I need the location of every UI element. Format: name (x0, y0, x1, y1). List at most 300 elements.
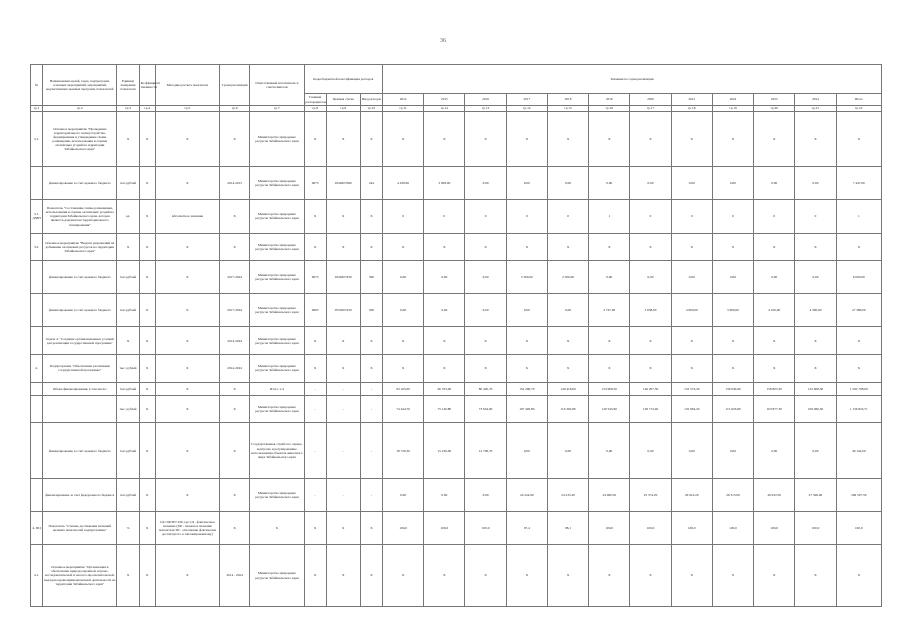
column-number: гр.18 (671, 106, 712, 112)
cell-year-value: Х (795, 355, 836, 383)
cell-no (31, 261, 43, 294)
cell-method: Х (155, 545, 219, 607)
cell-year-value: 0,00 (754, 167, 795, 200)
cell-year-value: Х (795, 112, 836, 167)
cell-no: 3.2. (31, 233, 43, 261)
cell-year-value: 3 658,00 (630, 294, 671, 327)
table-row (31, 327, 882, 355)
column-number: гр.4 (139, 106, 155, 112)
cell-csr: 0550207450 (326, 294, 360, 327)
cell-unit: тыс.рублей (117, 478, 139, 511)
cell-year-value: 100,0 (465, 511, 506, 544)
cell-year-value: 116 302,80 (547, 395, 588, 423)
table-row (31, 261, 882, 294)
cell-exec: Министерство природных ресурсов Забайкальского края (250, 233, 304, 261)
cell-grbs: - (304, 478, 326, 511)
column-number: гр.3 (117, 106, 139, 112)
header-year: 2018 (547, 94, 588, 106)
cell-grbs: Х (304, 200, 326, 233)
cell-method: Х (155, 261, 219, 294)
cell-year-value: 5 300,00 (506, 261, 547, 294)
cell-method: Х (155, 112, 219, 167)
cell-term: Х (220, 200, 250, 233)
cell-year-value: 73 654,00 (465, 395, 506, 423)
cell-name: Задача 4. "Создание организационных условий для реализации государственной программы" (43, 327, 117, 355)
cell-year-value: Х (671, 355, 712, 383)
column-number: гр.8 (304, 106, 326, 112)
cell-year-value: 100,0 (795, 511, 836, 544)
cell-year-value: Х (630, 112, 671, 167)
cell-year-value: 4 300,00 (795, 294, 836, 327)
column-number: гр.21 (795, 106, 836, 112)
cell-csr: Х (326, 327, 360, 355)
cell-year-value: 132 608,50 (795, 382, 836, 395)
cell-exec: Х (250, 511, 304, 544)
cell-year-value: 0,00 (506, 423, 547, 478)
cell-year-value: Х (712, 545, 753, 607)
cell-year-value: 18 720,30 (383, 423, 424, 478)
cell-vr: Х (360, 545, 382, 607)
column-number: гр.7 (250, 106, 304, 112)
cell-year-value: 100,0 (630, 511, 671, 544)
cell-total: 100,0 (836, 511, 881, 544)
cell-year-value: 4 438,00 (383, 167, 424, 200)
cell-term: 2014-2015 (220, 167, 250, 200)
cell-year-value: Х (712, 355, 753, 383)
table-row (31, 200, 882, 233)
cell-no: 3.1. ДЗ8Н (31, 200, 43, 233)
cell-coef: Х (139, 233, 155, 261)
cell-year-value: Х (754, 233, 795, 261)
cell-name: Показатель "Составление схемы размещения, использования и охраны охотничьих угодий на территории Забайкальского края, которая является документом территориального планирования" (43, 200, 117, 233)
cell-total: 6 000,00 (836, 261, 881, 294)
cell-year-value: 0,00 (795, 167, 836, 200)
cell-exec: Министерство природных ресурсов Забайкальского края (250, 112, 304, 167)
cell-year-value: 0 (630, 200, 671, 233)
cell-year-value: Х (506, 233, 547, 261)
cell-year-value: Х (465, 545, 506, 607)
header-name: Наименование целей, задач, подпрограмм, основных мероприятий, мероприятий, ведомственных целевых программ, показателей (43, 65, 117, 106)
cell-year-value: Х (383, 327, 424, 355)
cell-year-value: 3 600,00 (712, 294, 753, 327)
header-csr: Целевая статья (326, 94, 360, 106)
cell-year-value: 129 545,90 (589, 395, 630, 423)
cell-no (31, 478, 43, 511)
cell-year-value: Х (547, 112, 588, 167)
cell-year-value: 100,0 (589, 511, 630, 544)
cell-name: финансирование за счет краевого бюджета (43, 261, 117, 294)
cell-year-value: 152 290,70 (506, 382, 547, 395)
cell-year-value: Х (547, 327, 588, 355)
cell-method: Х (155, 294, 219, 327)
cell-csr: - (326, 395, 360, 423)
cell-csr: Х (326, 112, 360, 167)
cell-year-value: 100,0 (754, 511, 795, 544)
cell-no (31, 423, 43, 478)
cell-year-value: Х (506, 355, 547, 383)
cell-total: 1 592 798,00 (836, 382, 881, 395)
cell-term: Х (220, 233, 250, 261)
column-number: гр.13 (465, 106, 506, 112)
cell-year-value: 24 235,20 (547, 478, 588, 511)
cell-vr: - (360, 478, 382, 511)
cell-total: Х (836, 355, 881, 383)
cell-year-value: 107 495,80 (506, 395, 547, 423)
header-grbs: Главный распорядитель (305, 95, 327, 104)
cell-year-value: 0,00 (465, 478, 506, 511)
cell-total: Х (836, 112, 881, 167)
cell-year-value: 0,00 (589, 261, 630, 294)
cell-term: 2014-2024 (220, 327, 250, 355)
cell-year-value: 25 574,20 (630, 478, 671, 511)
cell-coef: Х (139, 200, 155, 233)
cell-year-value: 0 (424, 200, 465, 233)
header-executor: Ответственный исполнитель и соисполнители (250, 65, 304, 106)
cell-term: Х (220, 382, 250, 395)
cell-no: 4.1. (31, 545, 43, 607)
header-values-by-year: Значения по годам реализации (383, 65, 882, 94)
cell-grbs: 0675 (304, 167, 326, 200)
cell-year-value: 0,00 (547, 167, 588, 200)
cell-year-value: Х (383, 355, 424, 383)
cell-year-value: 15 230,00 (424, 423, 465, 478)
cell-unit: тыс. рублей (117, 395, 139, 423)
cell-year-value: 0,00 (795, 261, 836, 294)
cell-term: Х (220, 112, 250, 167)
cell-year-value: 128 713,40 (630, 395, 671, 423)
cell-year-value: Х (424, 233, 465, 261)
header-vr: Вид расходов (360, 94, 382, 106)
cell-vr: - (360, 423, 382, 478)
cell-year-value: Х (383, 112, 424, 167)
cell-csr: 0540207060 (326, 167, 360, 200)
cell-vr: - (360, 395, 382, 423)
cell-coef: Х (139, 395, 155, 423)
cell-year-value: 0,00 (671, 423, 712, 478)
cell-year-value: 0,00 (671, 167, 712, 200)
cell-year-value: 0,00 (712, 423, 753, 478)
cell-year-value: Х (712, 112, 753, 167)
cell-year-value: 0,00 (795, 423, 836, 478)
cell-grbs: Х (304, 545, 326, 607)
cell-year-value: Х (754, 545, 795, 607)
cell-no (31, 327, 43, 355)
cell-method: Х (155, 478, 219, 511)
column-number: гр.12 (424, 106, 465, 112)
cell-coef: Х (139, 167, 155, 200)
cell-year-value: 0 (547, 200, 588, 233)
table-row (31, 355, 882, 383)
table-body (31, 112, 882, 607)
cell-vr: 300 (360, 261, 382, 294)
column-number: гр.9 (326, 106, 360, 112)
cell-year-value: 100,0 (671, 511, 712, 544)
cell-year-value: 90 335,00 (424, 382, 465, 395)
cell-year-value: 0 (671, 200, 712, 233)
cell-year-value: 75 140,80 (424, 395, 465, 423)
cell-year-value: Х (506, 545, 547, 607)
cell-method: Х (155, 233, 219, 261)
header-year: 2014 (383, 94, 424, 106)
header-year: 2019 (589, 94, 630, 106)
cell-name: финансирование за счет краевого бюджета (43, 167, 117, 200)
cell-exec: Министерство природных ресурсов Забайкальского края (250, 395, 304, 423)
header-year: 2015 (424, 94, 465, 106)
cell-vr: - (360, 382, 382, 395)
cell-name: финансирование за счет краевого бюджета (43, 294, 117, 327)
cell-coef: Х (139, 294, 155, 327)
cell-grbs: Х (304, 511, 326, 544)
cell-unit: тыс.рублей (117, 261, 139, 294)
cell-year-value: 0 (712, 200, 753, 233)
cell-year-value: 146 207,30 (630, 382, 671, 395)
cell-total: Х (836, 327, 881, 355)
cell-unit: тыс. рублей (117, 355, 139, 383)
cell-year-value: 0,00 (547, 294, 588, 327)
cell-csr: Х (326, 200, 360, 233)
cell-year-value: Х (712, 233, 753, 261)
cell-unit: тыс.рублей (117, 423, 139, 478)
header-year: 2024 (795, 94, 836, 106)
column-number: гр.17 (630, 106, 671, 112)
table-row (31, 112, 882, 167)
cell-no (31, 382, 43, 395)
table-row (31, 511, 882, 544)
column-number: гр.11 (383, 106, 424, 112)
cell-name: финансирование за счет краевого бюджета (43, 423, 117, 478)
cell-term: Х (220, 478, 250, 511)
cell-exec: Министерство природных ресурсов Забайкальского края (250, 355, 304, 383)
cell-year-value: 0 (506, 200, 547, 233)
cell-unit: тыс.рублей (117, 294, 139, 327)
cell-year-value: Х (630, 327, 671, 355)
cell-year-value: 152 574,30 (671, 382, 712, 395)
cell-year-value: Х (589, 233, 630, 261)
cell-year-value: Х (424, 545, 465, 607)
cell-exec: Государственная служба по охране, контролю и регулированию использования объектов животного мира Забайкальского края (250, 423, 304, 478)
cell-total: 206 507,59 (836, 478, 881, 511)
cell-method: Х (155, 327, 219, 355)
cell-exec: Министерство природных ресурсов Забайкальского края (250, 294, 304, 327)
cell-year-value: 24 224,90 (506, 478, 547, 511)
cell-year-value: Х (712, 327, 753, 355)
cell-exec: Министерство природных ресурсов Забайкальского края (250, 261, 304, 294)
cell-year-value: Х (547, 545, 588, 607)
cell-year-value: 0,00 (383, 261, 424, 294)
cell-vr: Х (360, 511, 382, 544)
cell-year-value: 0,00 (383, 294, 424, 327)
cell-year-value: 100,0 (712, 511, 753, 544)
cell-term: 2014-2024 (220, 355, 250, 383)
cell-grbs: - (304, 423, 326, 478)
cell-vr: Х (360, 200, 382, 233)
cell-year-value: Х (506, 327, 547, 355)
cell-coef: Х (139, 327, 155, 355)
cell-total: 46 144,00 (836, 423, 881, 478)
cell-year-value: Х (589, 327, 630, 355)
cell-year-value: 98,1 (547, 511, 588, 544)
header-year: 2023 (754, 94, 795, 106)
cell-unit: тыс.рублей (117, 167, 139, 200)
cell-exec: Министерство природных ресурсов Забайкальского края (250, 327, 304, 355)
cell-vr: 244 (360, 167, 382, 200)
cell-grbs: 0675 (304, 261, 326, 294)
cell-exec: Министерство природных ресурсов Забайкальского края (250, 200, 304, 233)
cell-year-value: Х (383, 233, 424, 261)
cell-method: Х (155, 355, 219, 383)
cell-year-value: 0,00 (506, 294, 547, 327)
cell-unit: Х (117, 233, 139, 261)
cell-year-value: 3 009,00 (424, 167, 465, 200)
cell-year-value: 26 315,00 (712, 478, 753, 511)
cell-year-value: Х (795, 545, 836, 607)
cell-year-value: Х (506, 112, 547, 167)
cell-vr: Х (360, 112, 382, 167)
column-number: гр.2 (43, 106, 117, 112)
cell-year-value: 0,00 (465, 261, 506, 294)
cell-unit: Х (117, 545, 139, 607)
cell-exec: Министерство природных ресурсов Забайкальского края (250, 545, 304, 607)
cell-year-value: 0,00 (383, 478, 424, 511)
cell-no (31, 167, 43, 200)
cell-year-value: 0,00 (630, 261, 671, 294)
cell-no: 4. (31, 355, 43, 383)
cell-year-value: 26 910,20 (671, 478, 712, 511)
cell-total: 1 156 824,71 (836, 395, 881, 423)
table-row (31, 423, 882, 478)
cell-year-value: Х (383, 545, 424, 607)
cell-year-value: 0,00 (712, 167, 753, 200)
cell-total: 1 (836, 200, 881, 233)
cell-year-value: 26 932,50 (754, 478, 795, 511)
cell-csr: - (326, 478, 360, 511)
cell-exec: Министерство природных ресурсов Забайкальского края (250, 478, 304, 511)
cell-coef: Х (139, 423, 155, 478)
cell-year-value: 0,00 (630, 167, 671, 200)
cell-term: Х (220, 423, 250, 478)
cell-year-value: 2 747,00 (589, 294, 630, 327)
table-row (31, 382, 882, 395)
header-no: № (31, 65, 43, 106)
cell-year-value: 12 706,70 (465, 423, 506, 478)
cell-grbs: Х (304, 233, 326, 261)
cell-year-value: 154 908,30 (589, 382, 630, 395)
cell-unit: тыс.рублей (117, 382, 139, 395)
cell-exec: Итого 1-4 (250, 382, 304, 395)
cell-year-value: Х (754, 327, 795, 355)
cell-term: 2014 - 2024 (220, 545, 250, 607)
cell-unit: Х (117, 327, 139, 355)
cell-year-value: 0,00 (754, 423, 795, 478)
cell-year-value: 4 100,00 (754, 294, 795, 327)
cell-year-value: 0,00 (424, 261, 465, 294)
column-number: гр.15 (547, 106, 588, 112)
cell-total: Х (836, 233, 881, 261)
cell-grbs: Х (304, 355, 326, 383)
cell-term: Х (220, 511, 250, 544)
cell-no (31, 294, 43, 327)
cell-year-value: 0 (754, 200, 795, 233)
cell-year-value: 0,00 (589, 167, 630, 200)
cell-year-value: Х (465, 327, 506, 355)
cell-year-value: Х (424, 327, 465, 355)
cell-grbs: - (304, 395, 326, 423)
header-total: Итого (836, 94, 881, 106)
cell-year-value: 140 418,00 (547, 382, 588, 395)
cell-year-value: 1 (589, 200, 630, 233)
cell-year-value: 0 (465, 200, 506, 233)
header-year: 2020 (630, 94, 671, 106)
cell-csr: Х (326, 355, 360, 383)
cell-year-value: 80 420,70 (465, 382, 506, 395)
page-number: 36 (440, 38, 446, 44)
cell-year-value: Х (671, 545, 712, 607)
cell-grbs: 0665 (304, 294, 326, 327)
cell-year-value: 0,00 (465, 294, 506, 327)
cell-name: финансирование за счет федерального бюджета (43, 478, 117, 511)
cell-vr: 300 (360, 294, 382, 327)
cell-name: Основное мероприятие "Проведение территориального землеустройства, формирование и утверждение схемы размещения, использования и охраны охотничьих угодий на территории Забайкальского края" (43, 112, 117, 167)
header-year: 2016 (465, 94, 506, 106)
cell-unit: % (117, 511, 139, 544)
cell-year-value: 158 803,30 (754, 382, 795, 395)
header-year: 2017 (506, 94, 547, 106)
cell-year-value: 139 930,60 (712, 382, 753, 395)
cell-year-value: 0,00 (754, 261, 795, 294)
cell-csr: - (326, 423, 360, 478)
program-table (30, 64, 882, 607)
table-row (31, 167, 882, 200)
header-budget-codes: Коды бюджетной классификации расходов (304, 65, 382, 94)
table-row (31, 233, 882, 261)
cell-year-value: 0,00 (506, 167, 547, 200)
column-number: гр.10 (360, 106, 382, 112)
cell-year-value: Х (630, 233, 671, 261)
cell-name: Основное мероприятие "Выдача разрешений на добывание охотничьих ресурсов на территории Забайкальского края" (43, 233, 117, 261)
cell-name (43, 395, 117, 423)
cell-coef: Х (139, 478, 155, 511)
cell-method: Абсолютное значение (155, 200, 219, 233)
cell-year-value: Х (547, 355, 588, 383)
cell-coef: Х (139, 545, 155, 607)
cell-year-value: Х (630, 355, 671, 383)
cell-year-value: Х (671, 327, 712, 355)
header-term: Сроки реализации (220, 65, 250, 106)
cell-year-value: 0 (383, 200, 424, 233)
cell-year-value: Х (630, 545, 671, 607)
cell-year-value: 0,00 (589, 423, 630, 478)
header-unit: Единица измерения показателя (117, 65, 139, 106)
column-number: гр.19 (712, 106, 753, 112)
cell-year-value: 0,00 (424, 294, 465, 327)
cell-name: Подпрограмма "Обеспечение реализации государственной программы" (43, 355, 117, 383)
cell-term: Х (220, 395, 250, 423)
cell-vr: Х (360, 327, 382, 355)
cell-method: Х (155, 382, 219, 395)
cell-method: Х (155, 395, 219, 423)
cell-year-value: 115 643,80 (712, 395, 753, 423)
header-row-1 (31, 65, 882, 94)
cell-year-value: Х (754, 355, 795, 383)
cell-year-value: 0 (795, 200, 836, 233)
cell-year-value: 100,0 (383, 511, 424, 544)
table-row (31, 478, 882, 511)
cell-coef: Х (139, 511, 155, 544)
cell-exec: Министерство природных ресурсов Забайкальского края (250, 167, 304, 200)
cell-year-value: Х (424, 355, 465, 383)
cell-year-value: 24 990,50 (589, 478, 630, 511)
column-number: гр.16 (589, 106, 630, 112)
